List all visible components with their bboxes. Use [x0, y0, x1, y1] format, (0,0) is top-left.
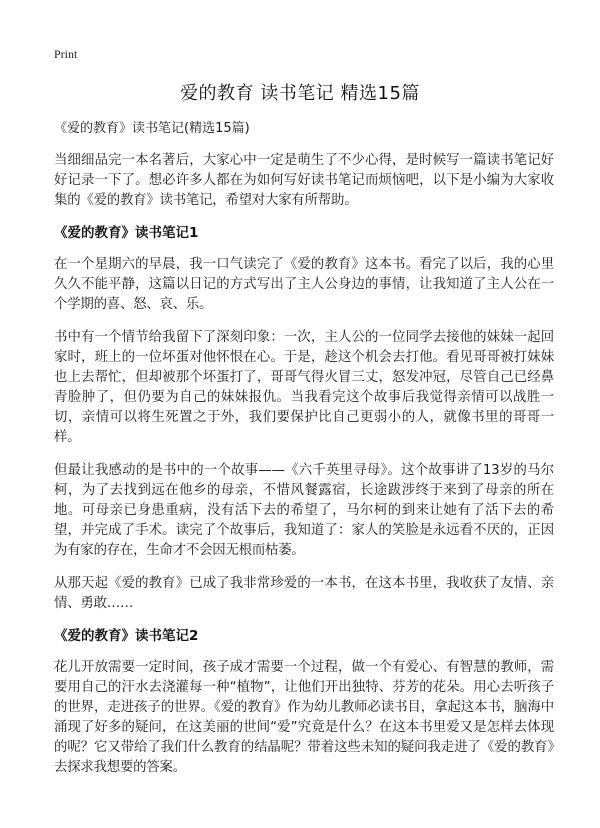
- section-note-1: [54, 224, 554, 614]
- section-heading: 《爱的教育》读书笔记2: [54, 628, 199, 644]
- document-subtitle: 《爱的教育》读书笔记(精选15篇): [54, 121, 250, 136]
- body-paragraph: 书中有一个情节给我留下了深刻印象：一次，主人公的一位同学去接他的妹妹一起回家时，班上的一位坏蛋对他怀恨在心。于是，趁这个机会去打他。看见哥哥被打妹妹也上去帮忙，但却被那个坏蛋打了，哥哥气得火冒三丈，怒发冲冠，尽管自己已经鼻青脸肿了，但仍要为自己的妹妹报仇。当我看完这个故事后我觉得亲情可以战胜一切，亲情可以将生死置之于外，我们要保护比自己更弱小的人，就像书里的哥哥一样。: [54, 330, 554, 445]
- section-note-2: [54, 627, 554, 778]
- body-paragraph: 花儿开放需要一定时间，孩子成才需要一个过程，做一个有爱心、有智慧的教师，需要用自己的汗水去浇灌每一种“植物”，让他们开出独特、芬芳的花朵。用心去听孩子的世界，走进孩子的世界。《爱的教育》作为幼儿教师必读书目，拿起这本书，脑海中涌现了好多的疑问，在这美丽的世间“爱”究竟是什么？在这本书里爱又是怎样去体现的呢？它又带给了我们什么教育的结晶呢？带着这些未知的疑问我走进了《爱的教育》去探求我想要的答案。: [54, 660, 554, 775]
- print-label: Print: [54, 47, 78, 61]
- document-body: [54, 120, 554, 791]
- body-paragraph: 但最让我感动的是书中的一个故事——《六千英里寻母》。这个故事讲了13岁的马尔柯，为了去找到远在他乡的母亲，不惜风餐露宿，长途跋涉终于来到了母亲的所在地。可母亲已身患重病，没有活下去的希望了，马尔柯的到来让她有了活下去的希望，并完成了手术。读完了个故事后，我知道了：家人的笑脸是永远看不厌的，正因为有家的存在，生命才不会因无根而枯萎。: [54, 463, 554, 558]
- body-paragraph: 在一个星期六的早晨，我一口气读完了《爱的教育》这本书。看完了以后，我的心里久久不能平静，这篇以日记的方式写出了主人公身边的事情，让我知道了主人公在一个学期的喜、怒、哀、乐。: [54, 257, 554, 312]
- section-heading: 《爱的教育》读书笔记1: [54, 225, 199, 241]
- intro-paragraph: 当细细品完一本名著后，大家心中一定是萌生了不少心得，是时候写一篇读书笔记好好记录一下了。想必许多人都在为如何写好读书笔记而烦恼吧，以下是小编为大家收集的《爱的教育》读书笔记，希望对大家有所帮助。: [54, 153, 554, 208]
- document-title: 爱的教育 读书笔记 精选15篇: [180, 83, 420, 104]
- body-paragraph: 从那天起《爱的教育》已成了我非常珍爱的一本书，在这本书里，我收获了友情、亲情、勇敢……: [54, 576, 554, 611]
